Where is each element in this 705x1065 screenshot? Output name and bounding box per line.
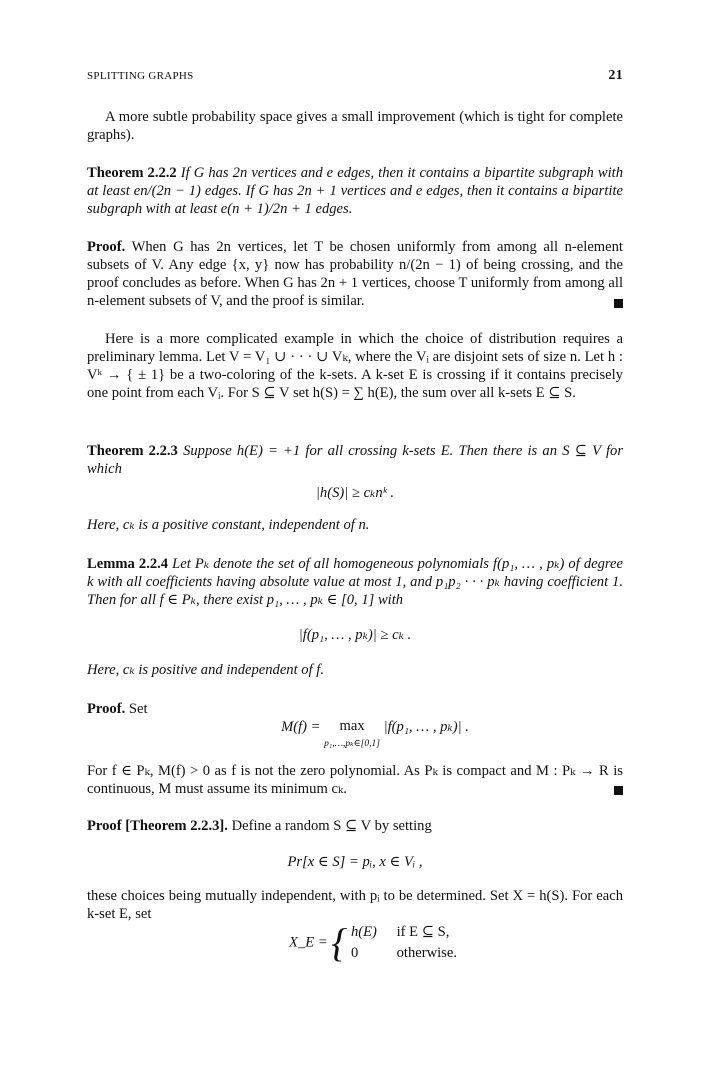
- max-subscript: p₁,…,pₖ∈[0,1]: [324, 739, 380, 749]
- proof-continuation: For f ∈ Pₖ, M(f) > 0 as f is not the zero polynomial. As Pₖ is compact and M : Pₖ → R is continuous, M must assume its minimum cₖ.: [87, 763, 623, 797]
- lemma-heading: Lemma 2.2.4: [87, 556, 169, 572]
- qed-square: [614, 786, 623, 795]
- case2-condition: otherwise.: [396, 945, 457, 961]
- theorem-heading: Theorem 2.2.2: [87, 165, 177, 181]
- running-header: [87, 70, 623, 82]
- proof-heading: Proof [Theorem 2.2.3].: [87, 818, 228, 834]
- intro-paragraph: A more subtle probability space gives a small improvement (which is tight for complete graphs).: [87, 109, 623, 143]
- cases-equation: [105, 922, 641, 964]
- max-label: max: [339, 718, 365, 734]
- case2-value: 0: [350, 945, 359, 961]
- proof-heading: Proof.: [87, 701, 126, 717]
- cases-block: [351, 922, 457, 964]
- equation-rhs: |f(p₁, … , pₖ)| .: [383, 719, 469, 735]
- equation-lhs: M(f) =: [281, 719, 321, 735]
- theorem-2-2-2: [87, 164, 623, 218]
- page-number: 21: [608, 68, 623, 83]
- lemma-remark: Here, cₖ is positive and independent of f.: [87, 662, 325, 678]
- case1-value: h(E): [350, 924, 377, 940]
- qed-square: [614, 299, 623, 308]
- max-equation: [107, 718, 643, 752]
- proof-continuation: these choices being mutually independent, with pᵢ to be determined. Set X = h(S). For each k-set E, set: [87, 888, 623, 922]
- running-title: SPLITTING GRAPHS: [87, 70, 194, 82]
- case1-condition: if E ⊆ S,: [396, 924, 450, 940]
- lemma-2-2-4: [87, 555, 623, 609]
- display-equation: |f(p₁, … , pₖ)| ≥ cₖ .: [298, 627, 412, 643]
- proof-body: Define a random S ⊆ V by setting: [231, 818, 432, 834]
- proof-theorem-2-2-2: [87, 238, 623, 310]
- probability-equation: Pr[x ∈ S] = pᵢ, x ∈ Vᵢ ,: [287, 854, 423, 870]
- proof-body: Set: [128, 701, 148, 717]
- theorem-heading: Theorem 2.2.3: [87, 443, 178, 459]
- display-equation: |h(S)| ≥ cₖnᵏ .: [315, 485, 395, 501]
- proof-lemma-2-2-4: [87, 700, 623, 718]
- lemma-body: Let Pₖ denote the set of all homogeneous polynomials f(p₁, … , pₖ) of degree k with all coefficients having absolute value at most 1, and p₁p₂ · · · pₖ having coefficient 1. Then for all f ∈ Pₖ, there exist p₁, … , pₖ ∈ [0, 1] with: [87, 556, 623, 608]
- max-operator: [324, 718, 380, 752]
- example-paragraph: Here is a more complicated example in which the choice of distribution requires a preliminary lemma. Let V = V₁ ∪ · · · ∪ Vₖ, where the Vᵢ are disjoint sets of size n. Let h : Vᵏ → { ± 1} be a two-coloring of the k-sets. A k-set E is crossing if it contains precisely one point from each Vᵢ. For S ⊆ V set h(S) = ∑ h(E), the sum over all k-sets E ⊆ S.: [87, 331, 623, 401]
- proof-heading: Proof.: [87, 239, 126, 255]
- proof-theorem-2-2-3: [87, 817, 623, 835]
- theorem-body: If G has 2n vertices and e edges, then it contains a bipartite subgraph with at least en/(2n − 1) edges. If G has 2n + 1 vertices and e edges, then it contains a bipartite subgraph with at least e(n + 1)/2n + 1 edges.: [87, 165, 623, 217]
- cases-lhs: X_E =: [289, 934, 328, 951]
- proof-body: When G has 2n vertices, let T be chosen uniformly from among all n-element subsets of V. Any edge {x, y} now has probability n/(2n − 1) of being crossing, and the proof concludes as before. When G has 2n + 1 vertices, choose T uniformly from among all n-element subsets of V, and the proof is similar.: [87, 239, 623, 309]
- theorem-body: Suppose h(E) = +1 for all crossing k-sets E. Then there is an S ⊆ V for which: [87, 443, 623, 477]
- theorem-2-2-3: [87, 442, 623, 478]
- theorem-remark: Here, cₖ is a positive constant, independent of n.: [87, 517, 370, 533]
- left-brace: {: [331, 920, 348, 965]
